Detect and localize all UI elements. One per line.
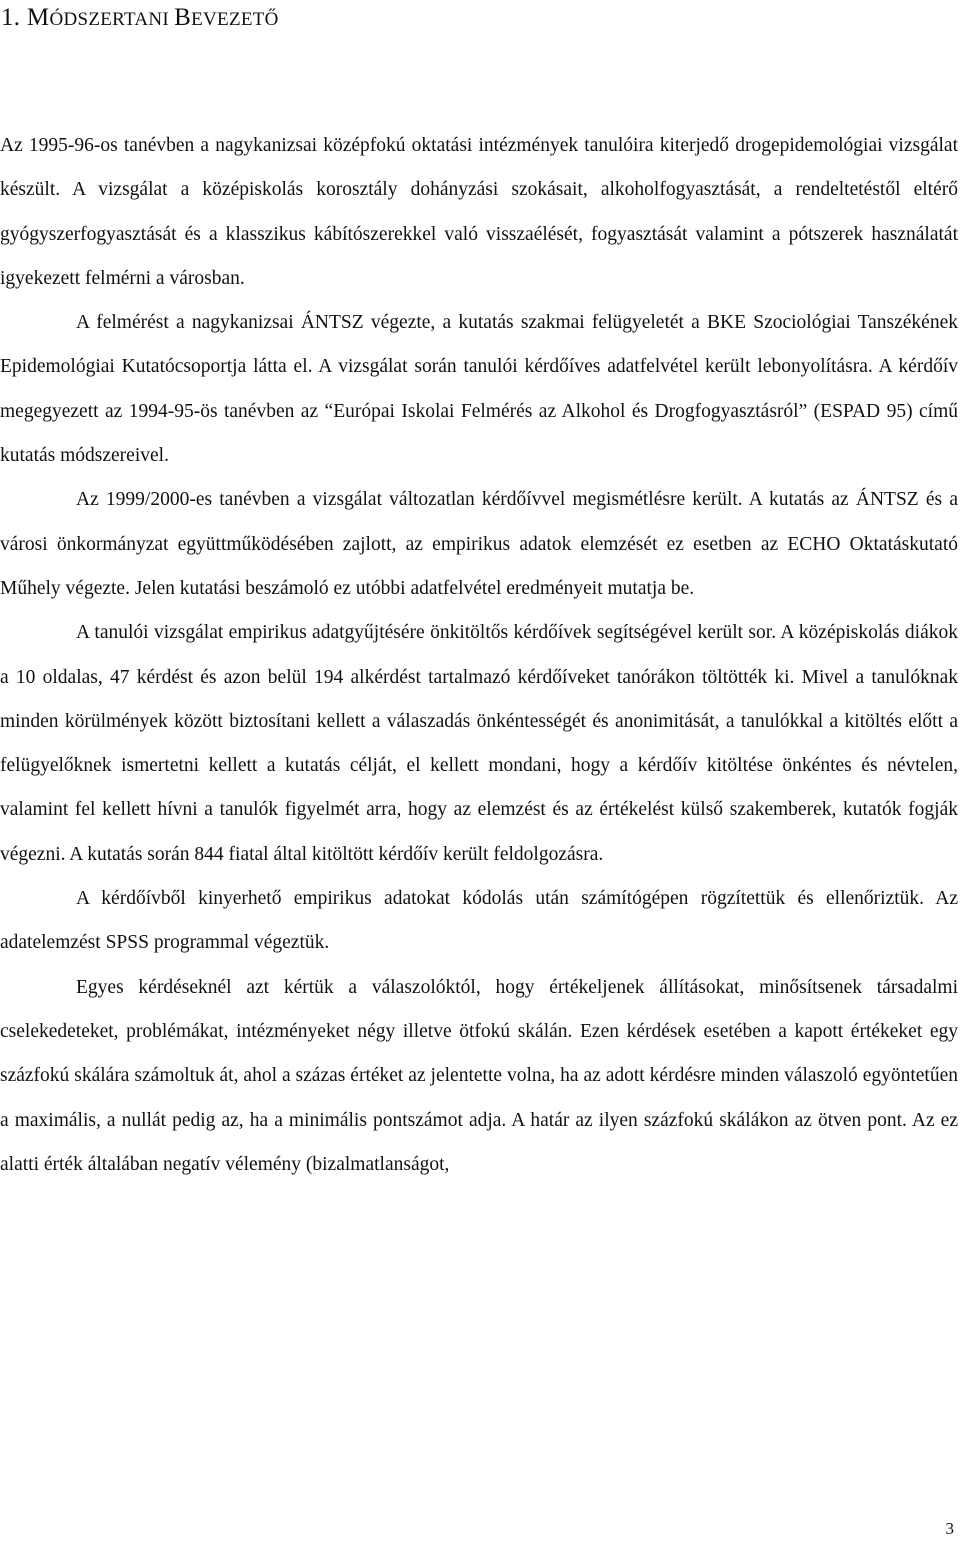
section-heading [1, 2, 279, 36]
heading-initial-m: M [26, 4, 50, 31]
paragraph-6: Egyes kérdéseknél azt kértük a válaszolóktól, hogy értékeljenek állításokat, minősítsenek társadalmi cselekedeteket, problémákat, intézményeket négy illetve ötfokú skálán. Ezen kérdések esetében a kapott értékeket egy százfokú skálára számoltuk át, ahol a százas értéket az jelentette volna, ha az adott kérdésre minden válaszoló egyöntetűen a maximális, a nullát pedig az, ha a minimális pontszámot adja. A határ az ilyen százfokú skálákon az ötven pont. Az ez alatti érték általában negatív vélemény (bizalmatlanságot, [0, 976, 958, 1175]
paragraph-4: A tanulói vizsgálat empirikus adatgyűjtésére önkitöltős kérdőívek segítségével került sor. A középiskolás diákok a 10 oldalas, 47 kérdést és azon belül 194 alkérdést tartalmazó kérdőíveket tanórákon töltötték ki. Mivel a tanulóknak minden körülmények között biztosítani kellett a válaszadás önkéntességét és anonimitását, a tanulókkal a kitöltés előtt a felügyelőknek ismertetni kellett a kutatás célját, el kellett mondani, hogy a kérdőív kitöltése önkéntes és névtelen, valamint fel kellett hívni a tanulók figyelmét arra, hogy az elemzést és az értékelést külső szakemberek, kutatók fogják végezni. A kutatás során 844 fiatal által kitöltött kérdőív került feldolgozásra. [0, 622, 958, 865]
paragraph-5: A kérdőívből kinyerhető empirikus adatokat kódolás után számítógépen rögzítettük és ellenőriztük. Az adatelemzést SPSS programmal végeztük. [0, 888, 958, 954]
heading-initial-b: B [174, 4, 192, 31]
paragraph-3: Az 1999/2000-es tanévben a vizsgálat változatlan kérdőívvel megismétlésre került. A kutatás az ÁNTSZ és a városi önkormányzat együttműködésében zajlott, az empirikus adatok elemzését ez esetben az ECHO Oktatáskutató Műhely végezte. Jelen kutatási beszámoló ez utóbbi adatfelvétel eredményeit mutatja be. [0, 489, 958, 599]
page-number: 3 [945, 1519, 954, 1538]
heading-small-caps-1: ÓDSZERTANI [49, 9, 175, 30]
paragraph-2: A felmérést a nagykanizsai ÁNTSZ végezte, a kutatás szakmai felügyeletét a BKE Szociológiai Tanszékének Epidemológiai Kutatócsoportja látta el. A vizsgálat során tanulói kérdőíves adatfelvétel került lebonyolításra. A kérdőív megegyezett az 1994-95-ös tanévben az “Európai Iskolai Felmérés az Alkohol és Drogfogyasztásról” (ESPAD 95) című kutatás módszereivel. [0, 312, 958, 467]
body-text [0, 124, 958, 1187]
heading-small-caps-2: EVEZETŐ [191, 9, 279, 30]
heading-number: 1. [1, 4, 21, 31]
paragraph-1: Az 1995-96-os tanévben a nagykanizsai középfokú oktatási intézmények tanulóira kiterjedő drogepidemológiai vizsgálat készült. A vizsgálat a középiskolás korosztály dohányzási szokásait, alkoholfogyasztását, a rendeltetéstől eltérő gyógyszerfogyasztását és a klasszikus kábítószerekkel való visszaélését, fogyasztását valamint a pótszerek használatát igyekezett felmérni a városban. [0, 135, 958, 289]
